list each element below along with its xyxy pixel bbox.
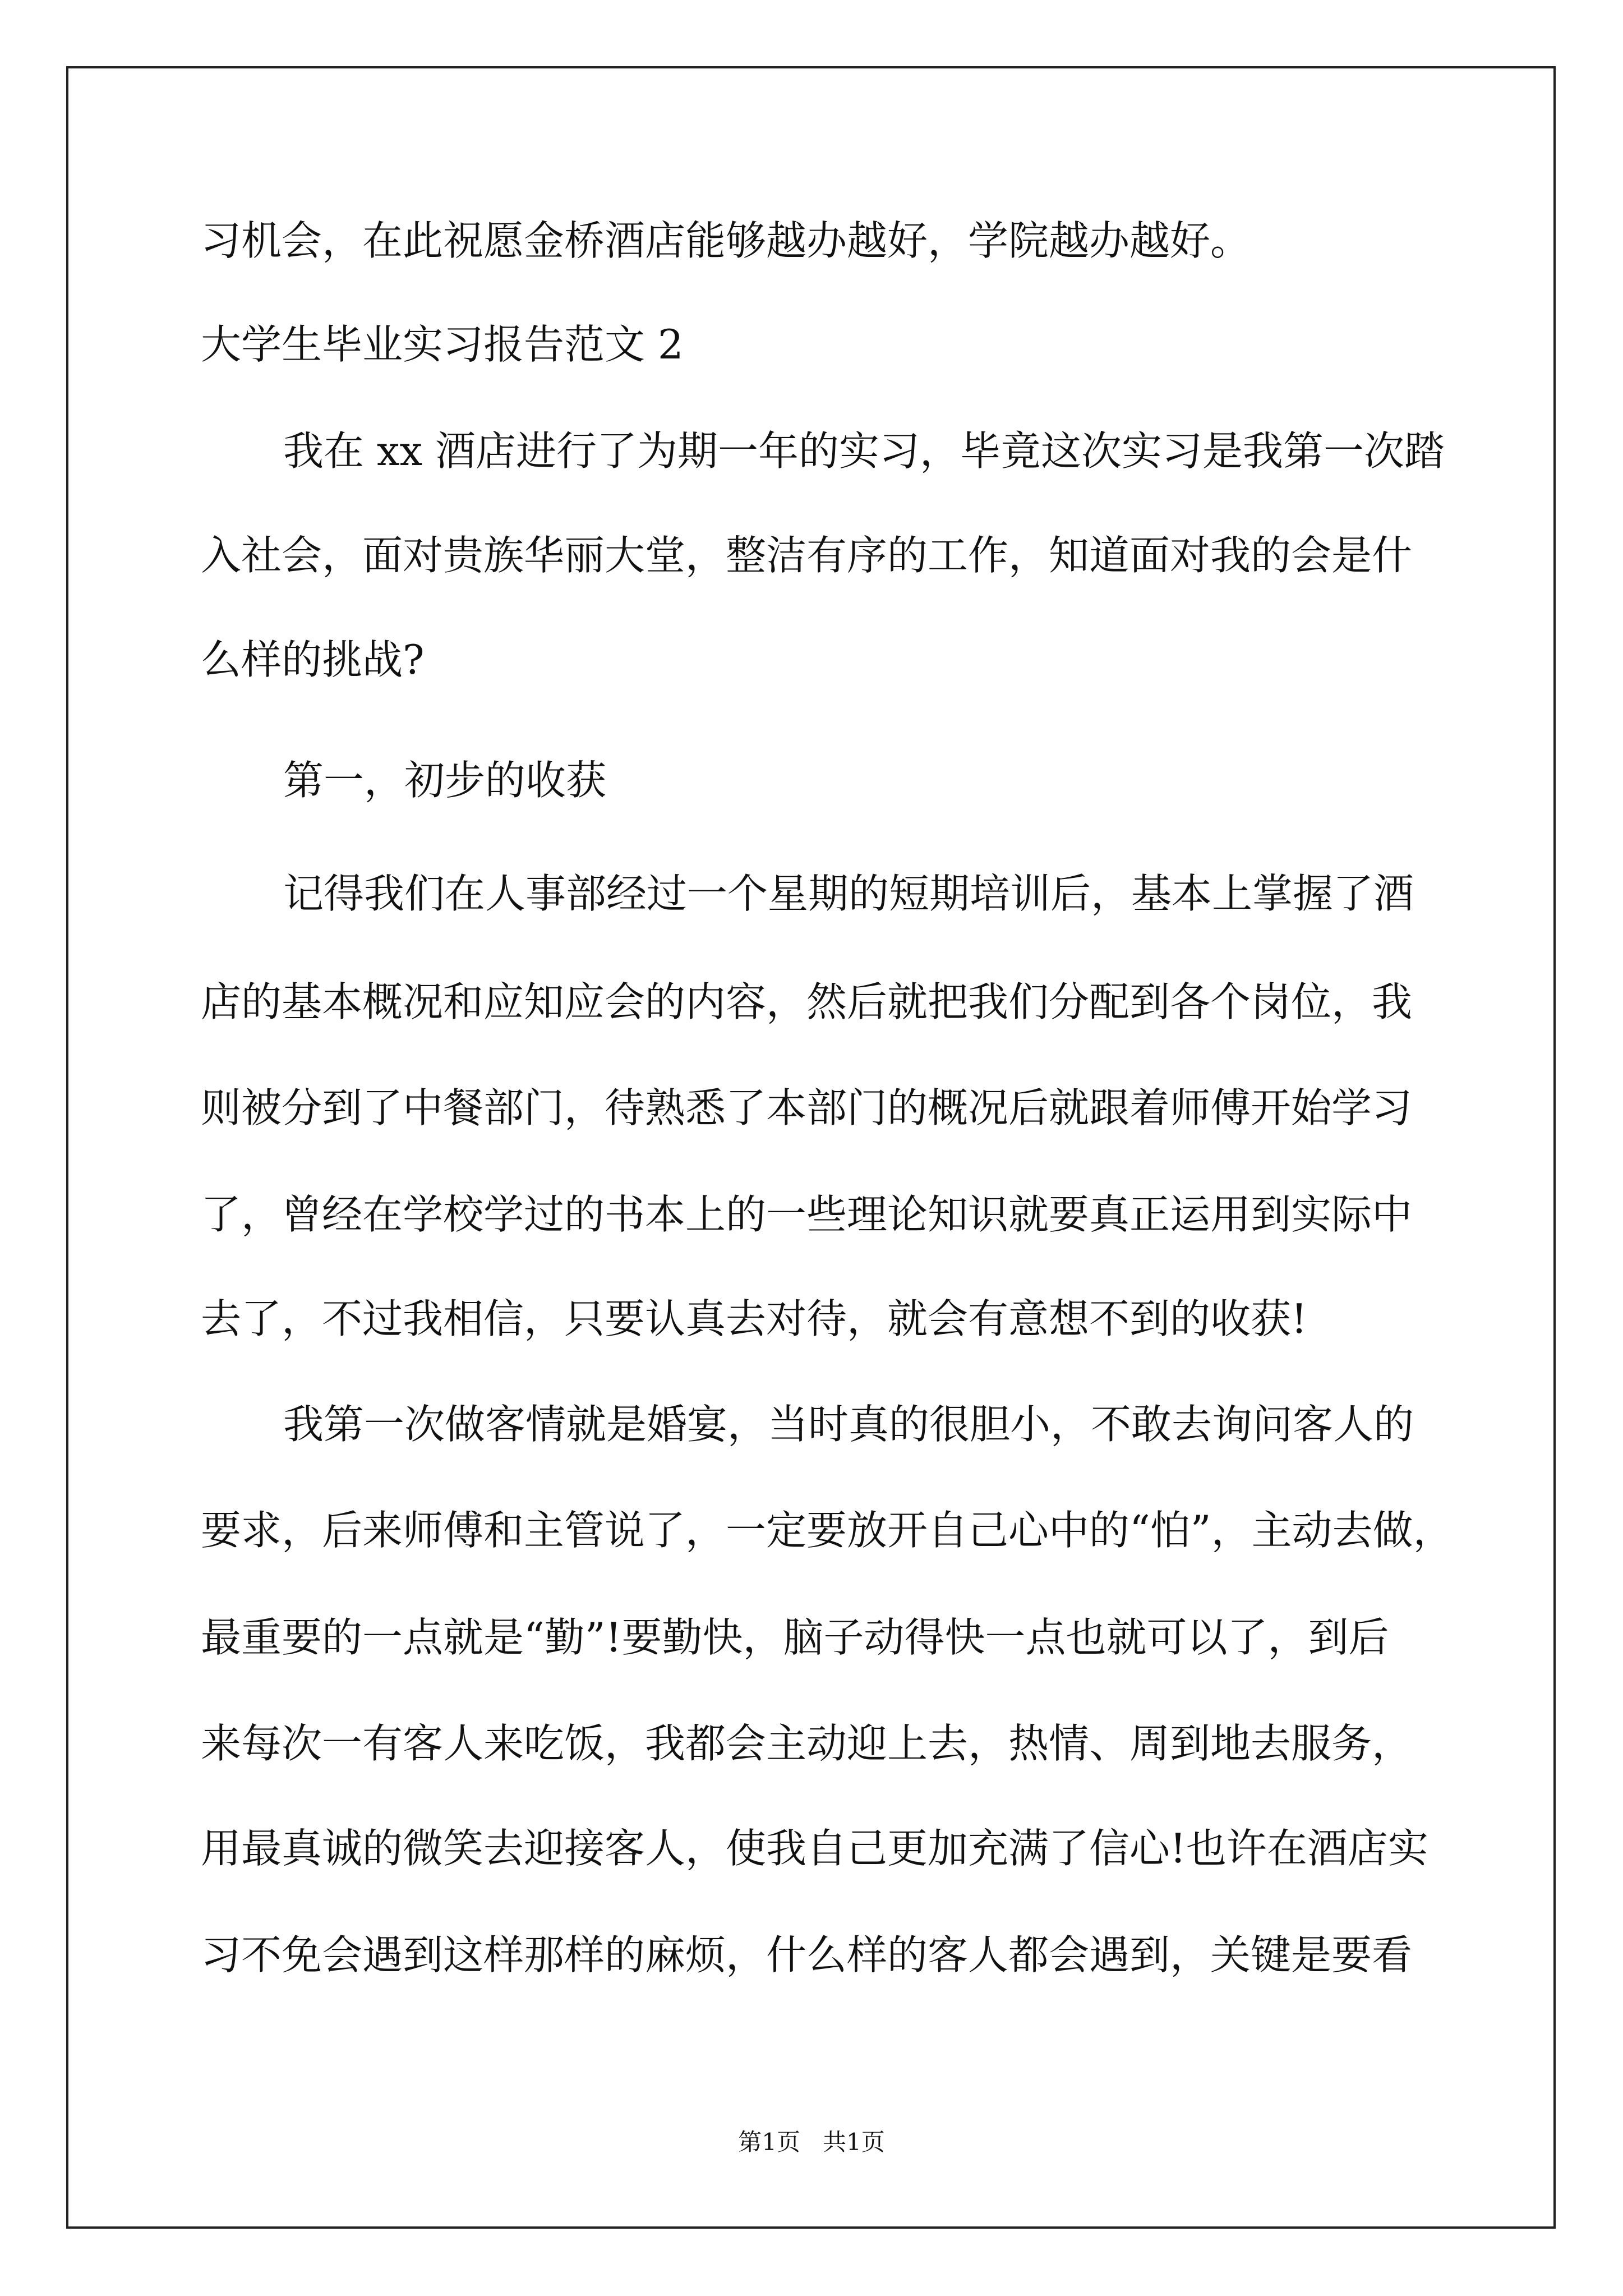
text-line: 来每次一有客人来吃饭，我都会主动迎上去，热情、周到地去服务， [201,1720,1413,1767]
text-line: 习机会，在此祝愿金桥酒店能够越办越好，学院越办越好。 [201,217,1251,264]
text-line: 则被分到了中餐部门，待熟悉了本部门的概况后就跟着师傅开始学习 [201,1084,1413,1131]
page-border [66,66,1556,2229]
text-line: 要求，后来师傅和主管说了，一定要放开自己心中的“怕”，主动去做， [201,1507,1454,1554]
text-line: 习不免会遇到这样那样的麻烦，什么样的客人都会遇到，关键是要看 [201,1931,1413,1978]
text-line: 了，曾经在学校学过的书本上的一些理论知识就要真正运用到实际中 [201,1191,1413,1238]
text-line: 记得我们在人事部经过一个星期的短期培训后，基本上掌握了酒 [283,870,1414,917]
text-line: 我第一次做客情就是婚宴，当时真的很胆小，不敢去询问客人的 [283,1401,1414,1448]
subheading: 第一，初步的收获 [283,757,607,804]
text-line: 店的基本概况和应知应会的内容，然后就把我们分配到各个岗位，我 [201,978,1413,1025]
text-line: 么样的挑战? [201,636,425,683]
text-line: 去了，不过我相信，只要认真去对待，就会有意想不到的收获! [201,1295,1307,1342]
text-line: 我在 xx 酒店进行了为期一年的实习，毕竟这次实习是我第一次踏 [283,427,1445,475]
page-number-footer: 第1页 共1页 [738,2128,885,2156]
text-line: 最重要的一点就是“勤”!要勤快，脑子动得快一点也就可以了，到后 [201,1614,1389,1661]
text-line: 入社会，面对贵族华丽大堂，整洁有序的工作，知道面对我的会是什 [201,532,1413,579]
section-heading: 大学生毕业实习报告范文 2 [201,321,684,368]
text-line: 用最真诚的微笑去迎接客人，使我自己更加充满了信心!也许在酒店实 [201,1825,1428,1872]
